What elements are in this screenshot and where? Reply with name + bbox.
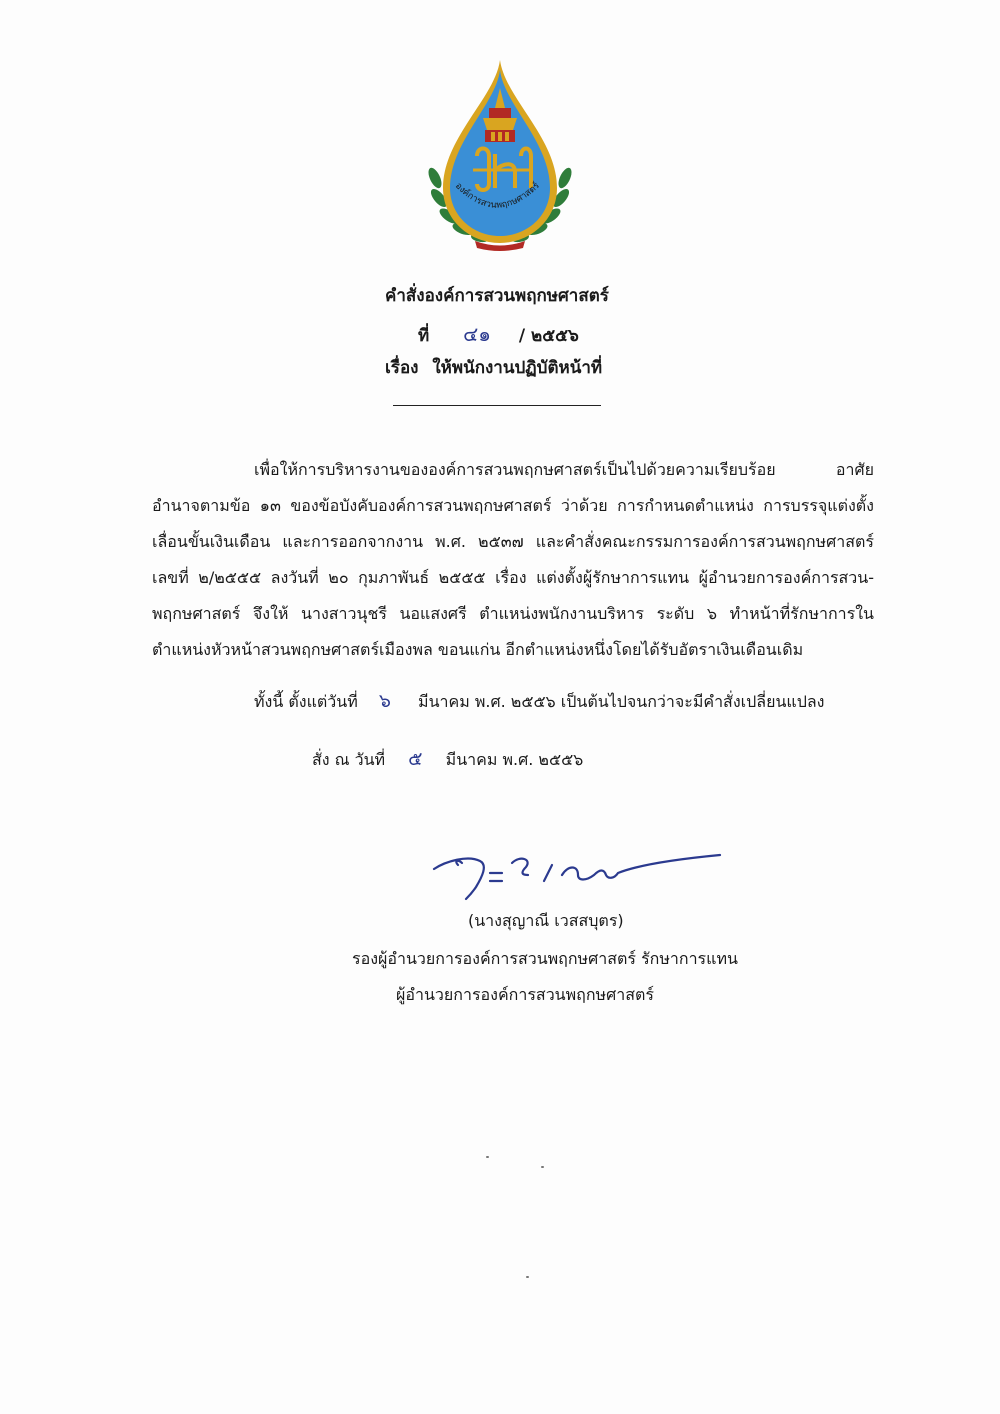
handwritten-signature — [428, 835, 728, 905]
scan-speck — [541, 1166, 544, 1168]
effective-date-line — [254, 686, 824, 716]
order-subject-label: เรื่อง — [385, 358, 419, 378]
body-line: ตำแหน่งหัวหน้าสวนพฤกษศาสตร์เมืองพล ขอนแก่น อีกตำแหน่งหนึ่งโดยได้รับอัตราเงินเดือนเดิม — [152, 640, 804, 659]
scan-speck — [486, 1156, 489, 1158]
svg-text:องค์การสวนพฤกษศาสตร์: องค์การสวนพฤกษศาสตร์ — [452, 180, 542, 211]
body-line: เลื่อนขั้นเงินเดือน และการออกจากงาน พ.ศ. ๒๕๓๗ และคำสั่งคณะกรรมการองค์การสวนพฤกษศาสตร์ — [152, 532, 874, 551]
organization-emblem — [425, 58, 575, 253]
order-number — [418, 318, 579, 350]
ordered-date-suffix: มีนาคม พ.ศ. ๒๕๕๖ — [445, 750, 584, 769]
effective-date-prefix: ทั้งนี้ ตั้งแต่วันที่ — [254, 692, 358, 711]
signatory-name: (นางสุญาณี เวสสบุตร) — [468, 911, 624, 930]
order-number-label: ที่ — [418, 326, 430, 346]
ordered-date-line — [312, 744, 583, 774]
order-number-handwritten: ๔๑ — [463, 322, 491, 346]
order-number-year: / ๒๕๕๖ — [518, 326, 579, 346]
order-title: คำสั่งองค์การสวนพฤกษศาสตร์ — [385, 286, 609, 306]
body-line: เพื่อให้การบริหารงานขององค์การสวนพฤกษศาสตร์เป็นไปด้วยความเรียบร้อย อาศัย — [254, 460, 874, 479]
order-subject — [385, 354, 602, 381]
heading-divider — [393, 405, 601, 406]
body-line: อำนาจตามข้อ ๑๓ ของข้อบังคับองค์การสวนพฤกษศาสตร์ ว่าด้วย การกำหนดตำแหน่ง การบรรจุแต่งตั้ง — [152, 496, 874, 515]
effective-day-handwritten: ๖ — [378, 690, 391, 712]
signatory-position: รองผู้อำนวยการองค์การสวนพฤกษศาสตร์ รักษาการแทน — [352, 949, 738, 968]
body-line: เลขที่ ๒/๒๕๕๕ ลงวันที่ ๒๐ กุมภาพันธ์ ๒๕๕๕ เรื่อง แต่งตั้งผู้รักษาการแทน ผู้อำนวยการองค์การสวน- — [152, 568, 874, 587]
ordered-day-handwritten: ๕ — [408, 748, 423, 770]
effective-date-suffix: มีนาคม พ.ศ. ๒๕๕๖ เป็นต้นไปจนกว่าจะมีคำสั่งเปลี่ยนแปลง — [418, 692, 825, 711]
ordered-date-prefix: สั่ง ณ วันที่ — [312, 750, 386, 769]
order-subject-text: ให้พนักงานปฏิบัติหน้าที่ — [432, 358, 603, 378]
signatory-position-2: ผู้อำนวยการองค์การสวนพฤกษศาสตร์ — [396, 985, 654, 1004]
scan-speck — [526, 1276, 529, 1278]
body-line: พฤกษศาสตร์ จึงให้ นางสาวนุชรี นอแสงศรี ตำแหน่งพนักงานบริหาร ระดับ ๖ ทำหน้าที่รักษาการใน — [152, 604, 874, 623]
